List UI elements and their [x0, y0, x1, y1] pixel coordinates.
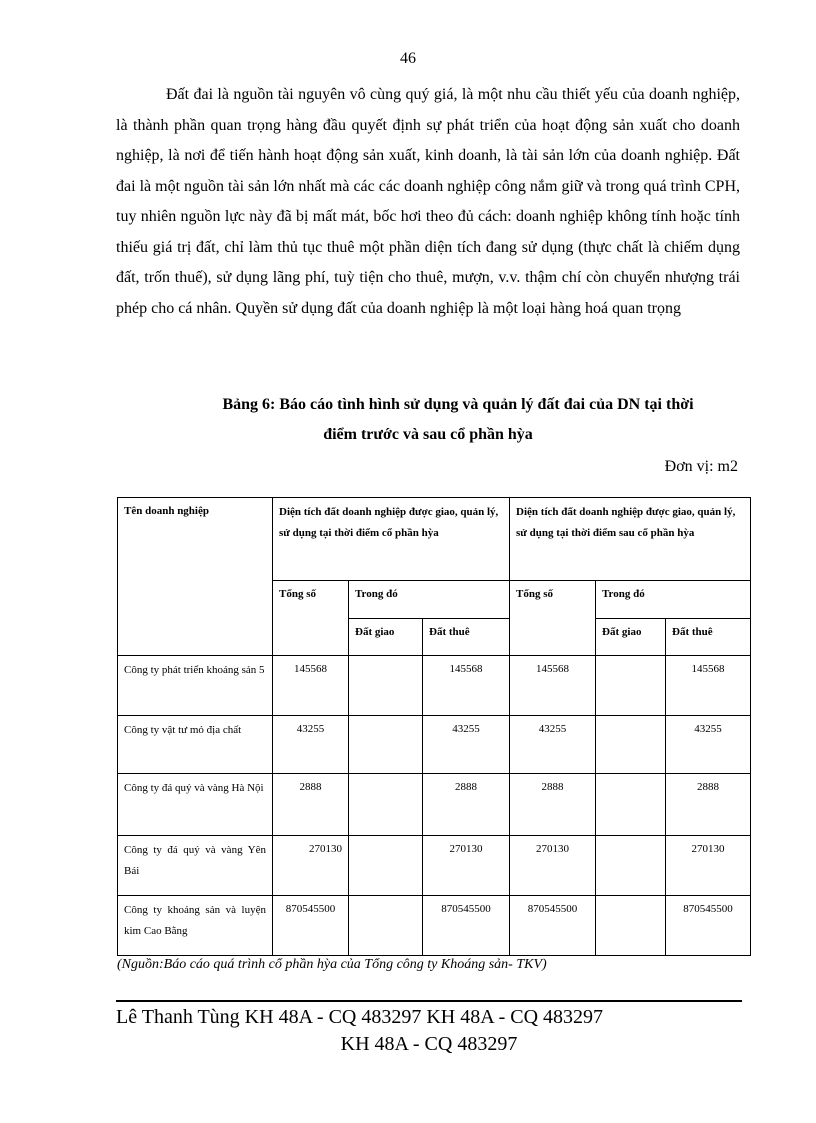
after-leased: 270130 [666, 836, 751, 896]
table-row [118, 656, 751, 716]
before-total: 2888 [273, 774, 349, 836]
footer-line-2: KH 48A - CQ 483297 [340, 1033, 518, 1055]
header-before-allocated: Đất giao [349, 619, 423, 656]
after-allocated [596, 656, 666, 716]
before-leased: 145568 [423, 656, 510, 716]
before-total: 43255 [273, 716, 349, 774]
header-after-allocated: Đất giao [596, 619, 666, 656]
before-allocated [349, 716, 423, 774]
header-after-of-which: Trong đó [596, 581, 751, 619]
header-before-leased: Đất thuê [423, 619, 510, 656]
footer-line-1: Lê Thanh Tùng KH 48A - CQ 483297 KH 48A - CQ 483297 [116, 1006, 604, 1028]
header-before-equitization: Diện tích đất doanh nghiệp được giao, quản lý, sử dụng tại thời điểm cổ phần hỳa [273, 498, 510, 581]
company-name: Công ty đá quý và vàng Hà Nội [118, 774, 273, 836]
before-leased: 2888 [423, 774, 510, 836]
table-row [118, 836, 751, 896]
after-total: 270130 [510, 836, 596, 896]
after-leased: 870545500 [666, 896, 751, 956]
before-allocated [349, 836, 423, 896]
table-title-line-1: Bảng 6: Báo cáo tình hình sử dụng và quản lý đất đai của DN tại thời [222, 396, 694, 413]
header-after-leased: Đất thuê [666, 619, 751, 656]
table-row [118, 716, 751, 774]
body-paragraph: Đất đai là nguồn tài nguyên vô cùng quý giá, là một nhu cầu thiết yếu của doanh nghiệp, là thành phần quan trọng hàng đầu quyết định sự phát triển của hoạt động sản xuất cho doanh nghiệp, là nơi để tiến hành hoạt động sản xuất, kinh doanh, là tài sản lớn của doanh nghiệp. Đất đai là một nguồn tài sản lớn nhất mà các các doanh nghiệp công nắm giữ và trong quá trình CPH, tuy nhiên nguồn lực này đã bị mất mát, bốc hơi theo đủ cách: doanh nghiệp không tính hoặc tính thiếu giá trị đất, chỉ làm thủ tục thuê một phần diện tích đang sử dụng (thực chất là chiếm dụng đất, trốn thuế), sử dụng lãng phí, tuỳ tiện cho thuê, mượn, v.v. thậm chí còn chuyển nhượng trái phép cho cá nhân. Quyền sử dụng đất của doanh nghiệp là một loại hàng hoá quan trọng [116, 86, 740, 317]
company-name: Công ty phát triển khoáng sản 5 [118, 656, 273, 716]
footer-divider [116, 1000, 742, 1002]
after-total: 2888 [510, 774, 596, 836]
before-leased: 270130 [423, 836, 510, 896]
table-title [116, 390, 740, 450]
before-allocated [349, 896, 423, 956]
after-leased: 145568 [666, 656, 751, 716]
before-allocated [349, 774, 423, 836]
table-row [118, 896, 751, 956]
before-total: 145568 [273, 656, 349, 716]
page-footer [116, 1004, 742, 1058]
after-allocated [596, 896, 666, 956]
after-total: 870545500 [510, 896, 596, 956]
company-name: Công ty khoáng sản và luyện kim Cao Bằng [118, 896, 273, 956]
table-row [118, 774, 751, 836]
company-name: Công ty vật tư mỏ địa chất [118, 716, 273, 774]
before-total: 270130 [273, 836, 349, 896]
unit-label: Đơn vị: m2 [664, 458, 738, 475]
after-allocated [596, 716, 666, 774]
land-use-table [117, 497, 751, 956]
header-after-total: Tổng số [510, 581, 596, 656]
after-allocated [596, 836, 666, 896]
header-before-of-which: Trong đó [349, 581, 510, 619]
after-total: 145568 [510, 656, 596, 716]
company-name: Công ty đá quý và vàng Yên Bái [118, 836, 273, 896]
source-note: (Nguồn:Báo cáo quá trình cổ phần hỳa của Tổng công ty Khoáng sản- TKV) [117, 957, 547, 972]
before-leased: 870545500 [423, 896, 510, 956]
page-number: 46 [400, 50, 416, 67]
after-leased: 2888 [666, 774, 751, 836]
after-total: 43255 [510, 716, 596, 774]
before-leased: 43255 [423, 716, 510, 774]
table-title-line-2: điểm trước và sau cổ phần hỳa [323, 426, 533, 443]
before-total: 870545500 [273, 896, 349, 956]
after-leased: 43255 [666, 716, 751, 774]
before-allocated [349, 656, 423, 716]
after-allocated [596, 774, 666, 836]
header-company-name: Tên doanh nghiệp [118, 498, 273, 656]
header-after-equitization: Diện tích đất doanh nghiệp được giao, quản lý, sử dụng tại thời điểm sau cổ phần hỳa [510, 498, 751, 581]
header-before-total: Tổng số [273, 581, 349, 656]
